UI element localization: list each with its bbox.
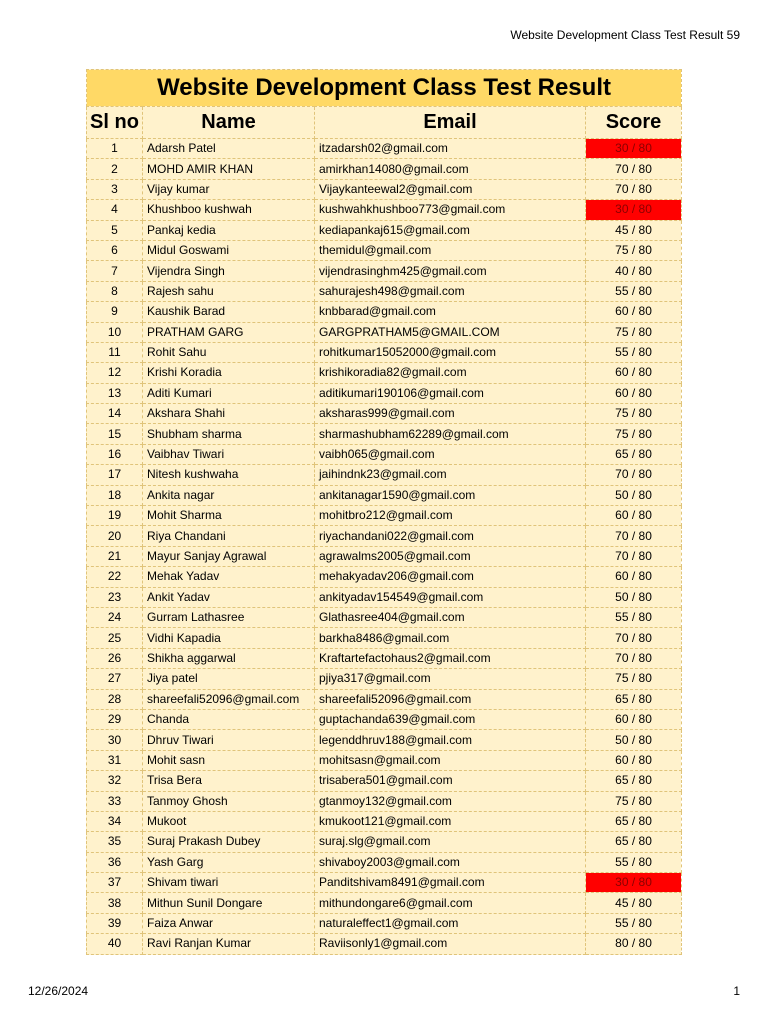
cell-name: Nitesh kushwaha [143, 465, 315, 485]
cell-email: guptachanda639@gmail.com [315, 709, 586, 729]
cell-sl-no: 34 [87, 811, 143, 831]
cell-name: Shikha aggarwal [143, 648, 315, 668]
column-header-email: Email [315, 107, 586, 139]
cell-sl-no: 31 [87, 750, 143, 770]
cell-score: 40 / 80 [586, 261, 682, 281]
table-row [87, 709, 682, 729]
cell-email: vijendrasinghm425@gmail.com [315, 261, 586, 281]
cell-sl-no: 21 [87, 546, 143, 566]
table-row [87, 913, 682, 933]
cell-sl-no: 6 [87, 240, 143, 260]
cell-score: 45 / 80 [586, 893, 682, 913]
cell-name: Ankit Yadav [143, 587, 315, 607]
cell-sl-no: 4 [87, 200, 143, 220]
cell-name: Shivam tiwari [143, 873, 315, 893]
cell-sl-no: 24 [87, 607, 143, 627]
cell-score: 45 / 80 [586, 220, 682, 240]
cell-name: Vaibhav Tiwari [143, 444, 315, 464]
table-row [87, 648, 682, 668]
cell-sl-no: 2 [87, 159, 143, 179]
table-row [87, 444, 682, 464]
cell-score: 80 / 80 [586, 934, 682, 954]
cell-sl-no: 30 [87, 730, 143, 750]
cell-score: 75 / 80 [586, 404, 682, 424]
cell-score: 70 / 80 [586, 648, 682, 668]
cell-sl-no: 7 [87, 261, 143, 281]
cell-sl-no: 29 [87, 709, 143, 729]
table-row [87, 506, 682, 526]
cell-sl-no: 28 [87, 689, 143, 709]
cell-email: agrawalms2005@gmail.com [315, 546, 586, 566]
cell-score: 50 / 80 [586, 730, 682, 750]
cell-sl-no: 39 [87, 913, 143, 933]
table-row [87, 873, 682, 893]
cell-sl-no: 32 [87, 771, 143, 791]
cell-sl-no: 1 [87, 139, 143, 159]
cell-score: 60 / 80 [586, 363, 682, 383]
cell-email: kmukoot121@gmail.com [315, 811, 586, 831]
cell-sl-no: 27 [87, 669, 143, 689]
table-row [87, 587, 682, 607]
cell-email: Vijaykanteewal2@gmail.com [315, 179, 586, 199]
table-row [87, 220, 682, 240]
table-row [87, 771, 682, 791]
cell-email: knbbarad@gmail.com [315, 302, 586, 322]
table-row [87, 424, 682, 444]
cell-name: Adarsh Patel [143, 139, 315, 159]
cell-name: Vidhi Kapadia [143, 628, 315, 648]
cell-score: 70 / 80 [586, 159, 682, 179]
cell-name: Suraj Prakash Dubey [143, 832, 315, 852]
cell-sl-no: 40 [87, 934, 143, 954]
cell-name: Rohit Sahu [143, 342, 315, 362]
cell-name: Kaushik Barad [143, 302, 315, 322]
cell-score: 60 / 80 [586, 709, 682, 729]
cell-score: 55 / 80 [586, 281, 682, 301]
cell-email: trisabera501@gmail.com [315, 771, 586, 791]
table-row [87, 159, 682, 179]
cell-name: Gurram Lathasree [143, 607, 315, 627]
table-row [87, 832, 682, 852]
cell-sl-no: 11 [87, 342, 143, 362]
table-row [87, 669, 682, 689]
column-header-score: Score [586, 107, 682, 139]
cell-name: Akshara Shahi [143, 404, 315, 424]
cell-score: 30 / 80 [586, 873, 682, 893]
table-row [87, 200, 682, 220]
cell-sl-no: 3 [87, 179, 143, 199]
cell-email: mohitbro212@gmail.com [315, 506, 586, 526]
cell-email: amirkhan14080@gmail.com [315, 159, 586, 179]
cell-sl-no: 25 [87, 628, 143, 648]
cell-score: 70 / 80 [586, 628, 682, 648]
results-sheet [86, 69, 681, 955]
cell-email: barkha8486@gmail.com [315, 628, 586, 648]
table-row [87, 567, 682, 587]
table-row [87, 383, 682, 403]
cell-score: 75 / 80 [586, 240, 682, 260]
table-row [87, 302, 682, 322]
table-row [87, 342, 682, 362]
table-body [87, 139, 682, 955]
cell-sl-no: 23 [87, 587, 143, 607]
cell-name: Mayur Sanjay Agrawal [143, 546, 315, 566]
cell-name: Jiya patel [143, 669, 315, 689]
cell-email: riyachandani022@gmail.com [315, 526, 586, 546]
cell-score: 70 / 80 [586, 179, 682, 199]
cell-sl-no: 37 [87, 873, 143, 893]
results-table [86, 69, 682, 955]
cell-score: 55 / 80 [586, 852, 682, 872]
cell-score: 65 / 80 [586, 444, 682, 464]
cell-name: Trisa Bera [143, 771, 315, 791]
cell-email: kushwahkhushboo773@gmail.com [315, 200, 586, 220]
cell-email: kediapankaj615@gmail.com [315, 220, 586, 240]
cell-name: shareefali52096@gmail.com [143, 689, 315, 709]
table-row [87, 139, 682, 159]
table-row [87, 934, 682, 954]
cell-score: 60 / 80 [586, 302, 682, 322]
table-row [87, 240, 682, 260]
cell-name: Riya Chandani [143, 526, 315, 546]
cell-score: 30 / 80 [586, 139, 682, 159]
cell-name: Mithun Sunil Dongare [143, 893, 315, 913]
table-row [87, 485, 682, 505]
cell-email: mohitsasn@gmail.com [315, 750, 586, 770]
cell-name: Yash Garg [143, 852, 315, 872]
cell-email: Raviisonly1@gmail.com [315, 934, 586, 954]
cell-name: Mehak Yadav [143, 567, 315, 587]
column-header-sl-no: Sl no [87, 107, 143, 139]
cell-email: mehakyadav206@gmail.com [315, 567, 586, 587]
cell-email: vaibh065@gmail.com [315, 444, 586, 464]
cell-score: 60 / 80 [586, 750, 682, 770]
footer-page-number: 1 [733, 984, 740, 998]
cell-sl-no: 15 [87, 424, 143, 444]
cell-sl-no: 26 [87, 648, 143, 668]
table-row [87, 526, 682, 546]
cell-email: ankitanagar1590@gmail.com [315, 485, 586, 505]
cell-sl-no: 35 [87, 832, 143, 852]
table-row [87, 404, 682, 424]
table-row [87, 281, 682, 301]
cell-score: 70 / 80 [586, 465, 682, 485]
cell-score: 65 / 80 [586, 811, 682, 831]
footer-date: 12/26/2024 [28, 984, 89, 998]
table-row [87, 750, 682, 770]
cell-email: naturaleffect1@gmail.com [315, 913, 586, 933]
cell-name: Aditi Kumari [143, 383, 315, 403]
cell-name: Vijay kumar [143, 179, 315, 199]
cell-email: mithundongare6@gmail.com [315, 893, 586, 913]
cell-email: sharmashubham62289@gmail.com [315, 424, 586, 444]
cell-email: GARGPRATHAM5@GMAIL.COM [315, 322, 586, 342]
table-row [87, 261, 682, 281]
cell-email: Panditshivam8491@gmail.com [315, 873, 586, 893]
cell-email: itzadarsh02@gmail.com [315, 139, 586, 159]
cell-score: 75 / 80 [586, 669, 682, 689]
cell-score: 55 / 80 [586, 342, 682, 362]
cell-email: shivaboy2003@gmail.com [315, 852, 586, 872]
table-row [87, 811, 682, 831]
cell-email: sahurajesh498@gmail.com [315, 281, 586, 301]
cell-sl-no: 5 [87, 220, 143, 240]
cell-email: aditikumari190106@gmail.com [315, 383, 586, 403]
cell-sl-no: 16 [87, 444, 143, 464]
table-row [87, 791, 682, 811]
cell-name: Pankaj kedia [143, 220, 315, 240]
table-title: Website Development Class Test Result [87, 70, 682, 107]
table-row [87, 689, 682, 709]
cell-score: 75 / 80 [586, 791, 682, 811]
cell-score: 65 / 80 [586, 771, 682, 791]
cell-sl-no: 22 [87, 567, 143, 587]
cell-email: shareefali52096@gmail.com [315, 689, 586, 709]
cell-name: Shubham sharma [143, 424, 315, 444]
cell-name: Dhruv Tiwari [143, 730, 315, 750]
table-row [87, 546, 682, 566]
cell-email: rohitkumar15052000@gmail.com [315, 342, 586, 362]
cell-score: 65 / 80 [586, 689, 682, 709]
cell-score: 50 / 80 [586, 485, 682, 505]
table-row [87, 893, 682, 913]
cell-name: Ravi Ranjan Kumar [143, 934, 315, 954]
cell-sl-no: 36 [87, 852, 143, 872]
cell-score: 55 / 80 [586, 913, 682, 933]
cell-name: Khushboo kushwah [143, 200, 315, 220]
cell-sl-no: 9 [87, 302, 143, 322]
cell-sl-no: 33 [87, 791, 143, 811]
cell-email: ankityadav154549@gmail.com [315, 587, 586, 607]
cell-sl-no: 17 [87, 465, 143, 485]
cell-sl-no: 8 [87, 281, 143, 301]
cell-score: 60 / 80 [586, 383, 682, 403]
cell-sl-no: 20 [87, 526, 143, 546]
cell-name: Vijendra Singh [143, 261, 315, 281]
table-row [87, 465, 682, 485]
cell-score: 55 / 80 [586, 607, 682, 627]
cell-email: aksharas999@gmail.com [315, 404, 586, 424]
cell-score: 70 / 80 [586, 526, 682, 546]
cell-email: suraj.slg@gmail.com [315, 832, 586, 852]
cell-email: gtanmoy132@gmail.com [315, 791, 586, 811]
cell-name: Tanmoy Ghosh [143, 791, 315, 811]
table-row [87, 730, 682, 750]
cell-score: 60 / 80 [586, 506, 682, 526]
cell-score: 50 / 80 [586, 587, 682, 607]
page-header: Website Development Class Test Result 59 [510, 28, 740, 42]
cell-name: Faiza Anwar [143, 913, 315, 933]
cell-name: Mohit sasn [143, 750, 315, 770]
cell-score: 60 / 80 [586, 567, 682, 587]
cell-email: krishikoradia82@gmail.com [315, 363, 586, 383]
cell-name: PRATHAM GARG [143, 322, 315, 342]
cell-name: Mukoot [143, 811, 315, 831]
cell-sl-no: 18 [87, 485, 143, 505]
cell-score: 65 / 80 [586, 832, 682, 852]
cell-email: pjiya317@gmail.com [315, 669, 586, 689]
cell-name: Chanda [143, 709, 315, 729]
cell-name: Ankita nagar [143, 485, 315, 505]
table-row [87, 852, 682, 872]
cell-name: Mohit Sharma [143, 506, 315, 526]
table-row [87, 607, 682, 627]
cell-email: jaihindnk23@gmail.com [315, 465, 586, 485]
cell-email: themidul@gmail.com [315, 240, 586, 260]
cell-email: Glathasree404@gmail.com [315, 607, 586, 627]
table-row [87, 628, 682, 648]
cell-score: 30 / 80 [586, 200, 682, 220]
cell-score: 75 / 80 [586, 322, 682, 342]
cell-score: 75 / 80 [586, 424, 682, 444]
cell-score: 70 / 80 [586, 546, 682, 566]
cell-name: MOHD AMIR KHAN [143, 159, 315, 179]
cell-email: Kraftartefactohaus2@gmail.com [315, 648, 586, 668]
cell-sl-no: 13 [87, 383, 143, 403]
cell-name: Rajesh sahu [143, 281, 315, 301]
cell-sl-no: 10 [87, 322, 143, 342]
cell-name: Midul Goswami [143, 240, 315, 260]
cell-sl-no: 12 [87, 363, 143, 383]
cell-sl-no: 19 [87, 506, 143, 526]
table-row [87, 363, 682, 383]
cell-email: legenddhruv188@gmail.com [315, 730, 586, 750]
table-row [87, 322, 682, 342]
cell-sl-no: 38 [87, 893, 143, 913]
cell-sl-no: 14 [87, 404, 143, 424]
cell-name: Krishi Koradia [143, 363, 315, 383]
column-header-name: Name [143, 107, 315, 139]
table-row [87, 179, 682, 199]
